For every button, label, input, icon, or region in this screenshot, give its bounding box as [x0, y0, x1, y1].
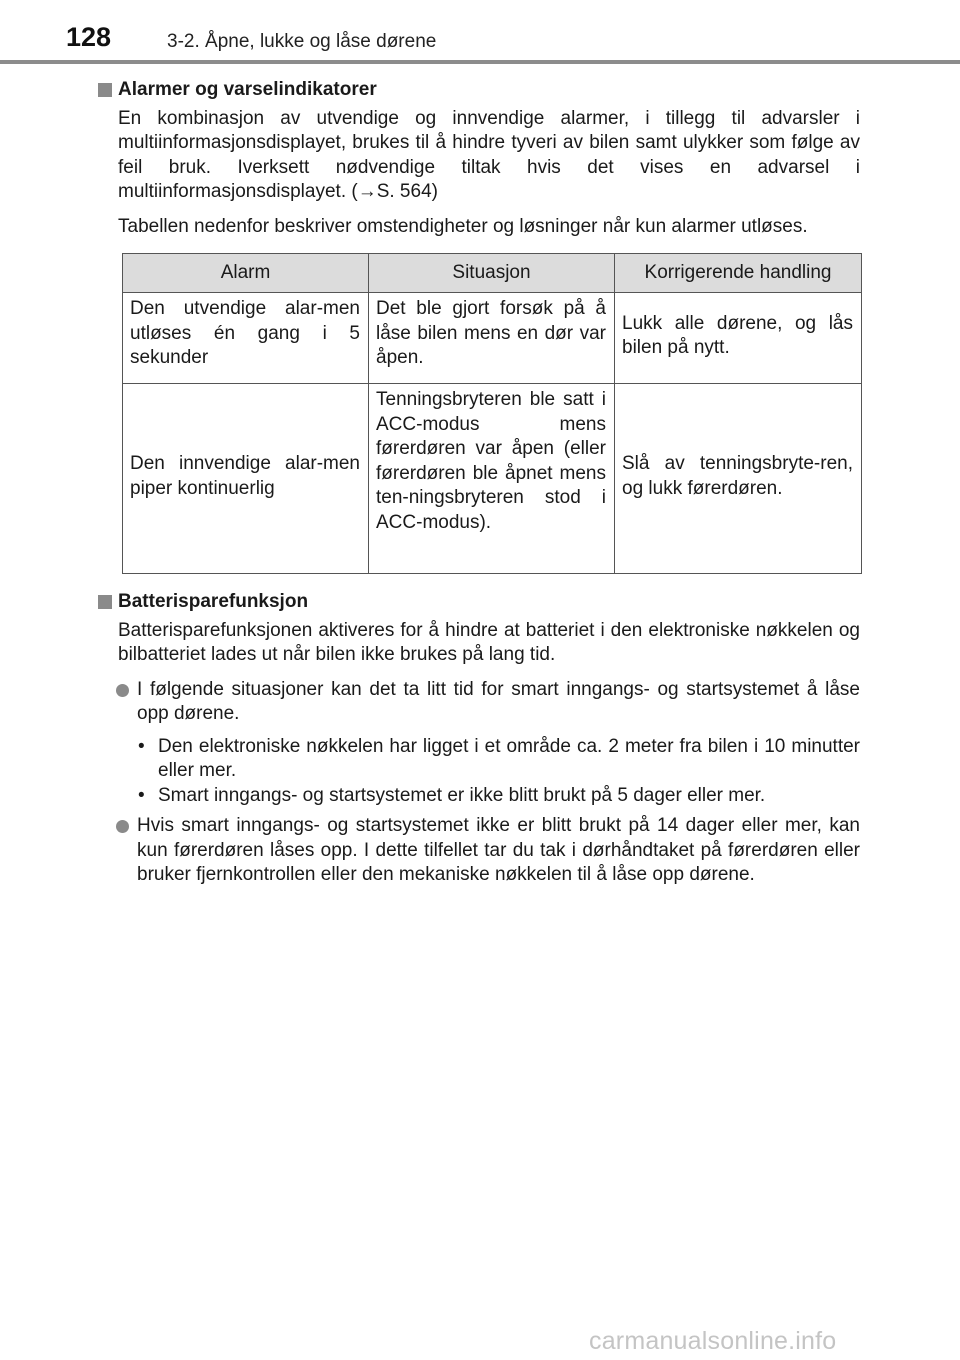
table-row: [123, 384, 862, 574]
column-header: Alarm: [123, 254, 369, 293]
column-header: Situasjon: [369, 254, 615, 293]
bullet-text: Hvis smart inngangs- og startsystemet ikke er blitt brukt på 14 dager eller mer, kan kun førerdøren låses opp. I dette tilfellet tar du tak i dørhåndtaket på førerdøren eller bruker fjernkontrollen eller den mekaniske nøkkelen til å låse opp dørene.: [137, 815, 860, 885]
section-heading-text: Batterisparefunksjon: [118, 591, 309, 612]
alarm-intro-paragraph: En kombinasjon av utvendige og innvendige alarmer, i tillegg til advarsler i multiinformasjonsdisplayet, brukes til å hindre tyveri av bilen samt ulykker som følge av feil bruk. Iverksett nødvendige tiltak hvis det vises en advarsel i multiinformasjonsdisplayet. (→S. 564): [118, 107, 860, 202]
square-bullet-icon: [98, 83, 112, 97]
table-cell-situation: Det ble gjort forsøk på å låse bilen mens en dør var åpen.: [369, 293, 615, 384]
bullet-item: [97, 678, 860, 727]
circle-bullet-icon: [116, 820, 129, 833]
table-cell-alarm: Den innvendige alar-men piper kontinuerlig: [123, 384, 369, 574]
page-number: 128: [66, 22, 112, 52]
table-header-row: [123, 254, 862, 293]
table-cell-alarm: Den utvendige alar-men utløses én gang i 5 sekunder: [123, 293, 369, 384]
list-item: [97, 784, 860, 809]
chapter-title: 3-2. Åpne, lukke og låse dørene: [167, 31, 437, 52]
bullet-text: I følgende situasjoner kan det ta litt tid for smart inngangs- og startsystemet å låse opp dørene.: [137, 678, 860, 724]
section-heading-text: Alarmer og varselindikatorer: [118, 79, 377, 100]
dot-bullet-icon: •: [138, 784, 145, 806]
section-heading-alarms: [97, 78, 860, 103]
table-cell-action: Slå av tenningsbryte-ren, og lukk førerdøren.: [615, 384, 862, 574]
bullet-item: [97, 814, 860, 888]
table-intro-paragraph: Tabellen nedenfor beskriver omstendigheter og løsninger når kun alarmer utløses.: [118, 215, 808, 237]
list-item-text: Den elektroniske nøkkelen har ligget i et område ca. 2 meter fra bilen i 10 minutter eller mer.: [158, 735, 860, 781]
table-cell-action: Lukk alle dørene, og lås bilen på nytt.: [615, 293, 862, 384]
table-cell-situation: Tenningsbryteren ble satt i ACC-modus mens førerdøren var åpen (eller førerdøren ble åpnet mens ten-ningsbryteren stod i ACC-modus).: [369, 384, 615, 574]
section-heading-battery: [97, 590, 860, 615]
square-bullet-icon: [98, 595, 112, 609]
watermark: carmanualsonline.info: [589, 1327, 837, 1355]
list-item: [97, 735, 860, 784]
battery-paragraph: Batterisparefunksjonen aktiveres for å hindre at batteriet i den elektroniske nøkkelen og bilbatteriet lades ut når bilen ikke brukes på lang tid.: [118, 619, 860, 665]
dot-bullet-icon: •: [138, 735, 145, 757]
page-header: [0, 0, 960, 66]
table-row: [123, 293, 862, 384]
header-divider: [0, 60, 960, 64]
sub-list: [97, 735, 860, 809]
column-header: Korrigerende handling: [615, 254, 862, 293]
circle-bullet-icon: [116, 684, 129, 697]
list-item-text: Smart inngangs- og startsystemet er ikke blitt brukt på 5 dager eller mer.: [158, 784, 766, 806]
alarm-table: [122, 253, 862, 574]
page-content: [97, 78, 860, 896]
